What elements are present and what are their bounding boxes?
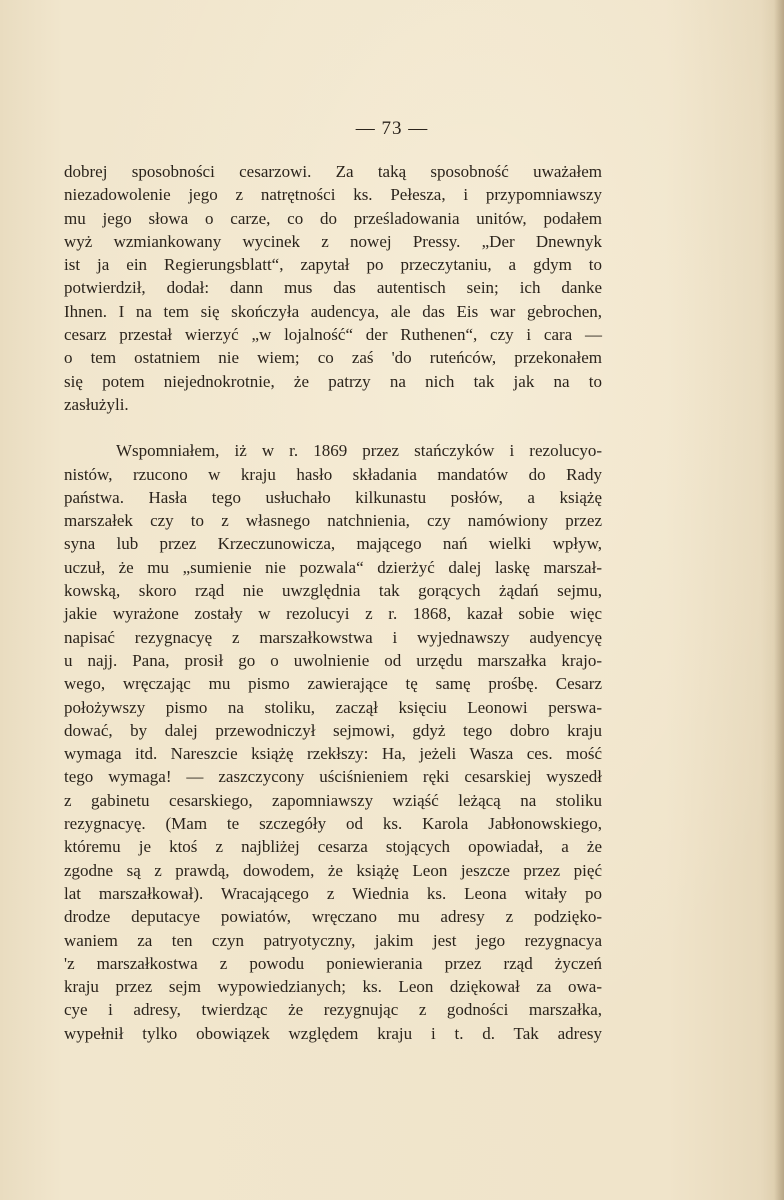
text-line: z gabinetu cesarskiego, zapomniawszy wziąść leżącą na stoliku xyxy=(64,790,602,810)
text-line: cesarz przestał wierzyć „w lojalność“ der Ruthenen“, czy i cara — xyxy=(64,325,602,345)
text-line: u najj. Pana, prosił go o uwolnienie od urzędu marszałka krajo- xyxy=(64,650,602,670)
text-line: uczuł, że mu „sumienie nie pozwala“ dzierżyć dalej laskę marszał- xyxy=(64,557,602,577)
text-line: waniem za ten czyn patryotyczny, jakim jest jego rezygnacya xyxy=(64,930,602,950)
text-line: zgodne są z prawdą, dowodem, że książę Leon jeszcze przez pięć xyxy=(64,860,602,880)
text-line: cye i adresy, twierdząc że rezygnując z godności marszałka, xyxy=(64,1000,602,1020)
text-line: wymaga itd. Nareszcie książę rzekłszy: Ha, jeżeli Wasza ces. mość xyxy=(64,744,602,764)
text-line: któremu je ktoś z najbliżej cesarza stojących opowiadał, a że xyxy=(64,837,602,857)
text-line: państwa. Hasła tego usłuchało kilkunastu posłów, a książę xyxy=(64,487,602,507)
text-line: położywszy pismo na stoliku, zaczął księciu Leonowi perswa- xyxy=(64,697,602,717)
text-line: wypełnił tylko obowiązek względem kraju i t. d. Tak adresy xyxy=(64,1023,602,1043)
paragraph-gap xyxy=(64,416,602,439)
text-line: kraju przez sejm wypowiedzianych; ks. Leon dziękował za owa- xyxy=(64,977,602,997)
page-edge-shadow xyxy=(774,0,784,1200)
text-line: kowską, skoro rząd nie uwzględnia tak gorących żądań sejmu, xyxy=(64,581,602,601)
text-line: dować, by dalej przewodniczył sejmowi, gdyż tego dobro kraju xyxy=(64,720,602,740)
text-line: drodze deputacye powiatów, wręczano mu adresy z podzięko- xyxy=(64,907,602,927)
text-line: potwierdził, dodał: dann mus das autentisch sein; ich danke xyxy=(64,278,602,298)
text-line: mu jego słowa o carze, co do prześladowania unitów, podałem xyxy=(64,208,602,228)
paragraph-2 xyxy=(64,439,602,1045)
text-line: się potem niejednokrotnie, że patrzy na nich tak jak na to xyxy=(64,371,602,391)
text-line: Ihnen. I na tem się skończyła audencya, ale das Eis war gebrochen, xyxy=(64,301,602,321)
text-line: zasłużyli. xyxy=(64,394,129,414)
page-number: — 73 — xyxy=(355,118,429,139)
text-line: jakie wyrażone zostały w rezolucyi z r. 1868, kazał sobie więc xyxy=(64,604,602,624)
text-line: Wspomniałem, iż w r. 1869 przez stańczyków i rezolucyo- xyxy=(116,441,602,461)
text-line: ist ja ein Regierungsblatt“, zapytał po przeczytaniu, a gdym to xyxy=(64,255,602,275)
text-line: niezadowolenie jego z natrętności ks. Pełesza, i przypomniawszy xyxy=(64,185,602,205)
text-line: dobrej sposobności cesarzowi. Za taką sposobność uważałem xyxy=(64,162,602,181)
text-line: tego wymaga! — zaszczycony uściśnieniem ręki cesarskiej wyszedł xyxy=(64,767,602,787)
text-line: napisać rezygnacyę z marszałkowstwa i wyjednawszy audyencyę xyxy=(64,627,602,647)
text-line: wego, wręczając mu pismo zawierające tę samę prośbę. Cesarz xyxy=(64,674,602,694)
text-line: rezygnacyę. (Mam te szczegóły od ks. Karola Jabłonowskiego, xyxy=(64,814,602,834)
body-text xyxy=(64,160,602,1045)
text-line: 'z marszałkostwa z powodu poniewierania przez rząd życzeń xyxy=(64,953,602,973)
paragraph-1 xyxy=(64,160,602,416)
text-line: wyż wzmiankowany wycinek z nowej Pressy. „Der Dnewnyk xyxy=(64,231,602,251)
text-line: lat marszałkował). Wracającego z Wiednia ks. Leona witały po xyxy=(64,883,602,903)
text-line: syna lub przez Krzeczunowicza, mającego nań wielki wpływ, xyxy=(64,534,602,554)
text-line: nistów, rzucono w kraju hasło składania mandatów do Rady xyxy=(64,464,602,484)
text-line: o tem ostatniem nie wiem; co zaś 'do ruteńców, przekonałem xyxy=(64,348,602,368)
text-line: marszałek czy to z własnego natchnienia, czy namówiony przez xyxy=(64,511,602,531)
